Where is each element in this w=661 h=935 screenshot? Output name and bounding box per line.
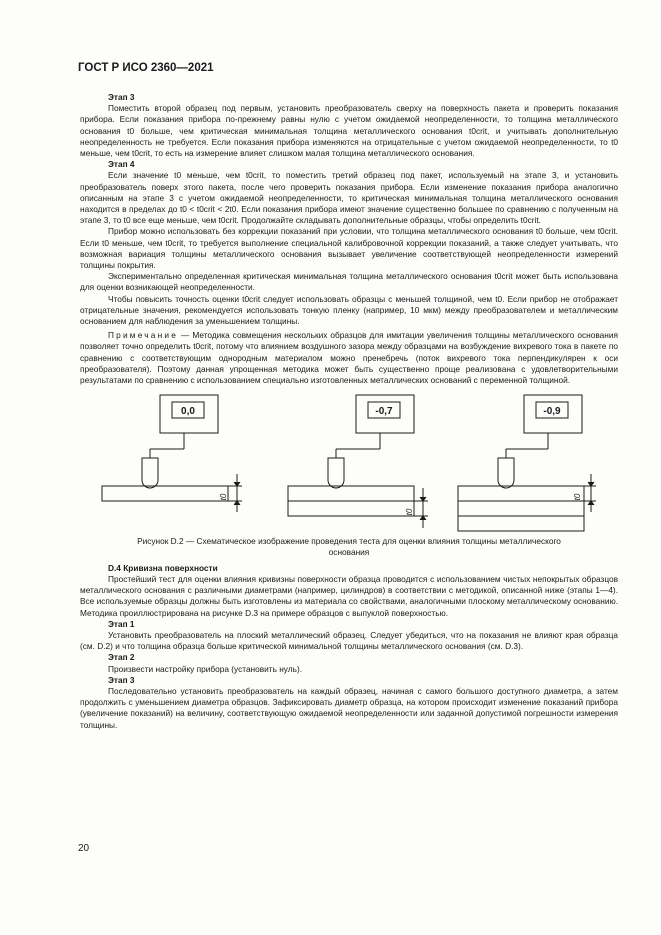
document-header: ГОСТ Р ИСО 2360—2021	[78, 62, 214, 74]
sample-2b	[288, 501, 414, 516]
note-label: Примечание	[108, 330, 179, 341]
reading-1: 0,0	[181, 406, 195, 418]
setup-2	[288, 395, 428, 528]
section-d4-title: D.4 Кривизна поверхности	[108, 562, 218, 573]
sample-2a	[288, 486, 414, 501]
step-2-text: Произвести настройку прибора (установить нуль).	[108, 663, 303, 674]
page-number: 20	[78, 843, 90, 854]
stage-4-title: Этап 4	[108, 159, 135, 170]
reading-2: -0,7	[375, 406, 393, 418]
paragraph-accuracy: Чтобы повысить точность оценки t0crit следует использовать образцы с меньшей толщиной, чем t0. Если прибор не отображает отрицательные значения, рекомендуется использовать тонкую пленку (например, 10 мкм) между преобразователем и металлическим основанием для наблюдения за уменьшением толщины.	[80, 293, 618, 327]
sample-3b	[458, 501, 584, 516]
dim-label-1: t0	[219, 493, 228, 501]
probe-1	[142, 458, 158, 488]
reading-3: -0,9	[543, 406, 561, 418]
dim-label-2: t0	[405, 508, 414, 516]
sample-1	[102, 486, 228, 501]
page-body	[80, 92, 618, 731]
step-1-text: Установить преобразователь на плоский металлический образец. Следует убедиться, что на показания не влияют края образца (см. D.2) и что толщина образца больше критической минимальной толщины металлического основания (см. D.3).	[80, 629, 618, 652]
step-3-text: Последовательно установить преобразователь на каждый образец, начиная с самого большого доступного диаметра, а затем продолжить с уменьшением диаметра образцов. Зафиксировать диаметр образца, на котором происходит изменение показаний прибора (увеличение показаний) на величину, соответствующую ожидаемой неопределенности или заданной допустимой погрешности измерения толщины.	[80, 685, 618, 730]
note	[80, 330, 618, 386]
step-2-title: Этап 2	[108, 652, 135, 663]
probe-3	[498, 458, 514, 488]
stage-4-text: Если значение t0 меньше, чем t0crit, то поместить третий образец под пакет, используемый на этапе 3, и установить преобразователь поверх этого пакета, после чего проверить показания прибора. Если изменение показания прибора аналогично описанным на этапе 3 с учетом ожидаемой неопределенности, то критическая минимальная толщина металлического основания находится в пределах до t0 < t0crit < 2t0. Если показания прибора имеют значение существенно большее по сравнению с полученным на этапе 3, то t0 все еще меньше, чем t0crit. Продолжайте складывать дополнительные образцы, чтобы определить t0crit.	[80, 170, 618, 226]
setup-3	[458, 395, 596, 531]
sample-3a	[458, 486, 584, 501]
stage-3-title: Этап 3	[108, 92, 135, 102]
figure-caption: Рисунок D.2 — Схематическое изображение проведения теста для оценки влияния толщины металлического основания	[137, 536, 561, 558]
step-1-title: Этап 1	[108, 618, 135, 629]
paragraph-correction: Прибор можно использовать без коррекции показаний при условии, что толщина металлического основания t0 больше, чем t0crit. Если t0 меньше, чем t0crit, то требуется выполнение специальной калибровочной коррекции показаний, а также следует учитывать, что возможная вариация толщины металлического основания вызывает увеличение соответствующей неопределенности измерений толщины покрытия.	[80, 226, 618, 271]
note-text: — Методика совмещения нескольких образцов для имитации увеличения толщины металлического основания позволяет точно определить t0crit, потому что влиянием воздушного зазора между образцами на возбуждение вихревого тока в пакете по сравнению с соответствующим однородным материалом можно пренебречь (поток вихревого тока перпендикулярен к оси преобразователя). Поэтому данная упрощенная методика может быть существенно проще реализована с удовлетворительными результатами по сравнению с использованием специально изготовленных металлических оснований с переменной толщиной.	[80, 330, 618, 386]
dim-label-3: t0	[573, 493, 582, 501]
step-3-title: Этап 3	[108, 674, 135, 685]
probe-2	[328, 458, 344, 488]
section-d4-text: Простейший тест для оценки влияния кривизны поверхности образца проводится с использованием чистых непокрытых образцов металлического основания с различными диаметрами (например, цилиндров) в соответствии с методикой, описанной ниже (этапы 1—4). Все используемые образцы должны быть изготовлены из материала со свойствами, аналогичными плоскому металлическому основанию. Методика проиллюстрирована на рисунке D.3 на примере образцов с выпуклой поверхностью.	[80, 573, 618, 618]
sample-3c	[458, 516, 584, 531]
figure-d2	[80, 392, 618, 532]
paragraph-experimental: Экспериментально определенная критическая минимальная толщина металлического основания t0crit может быть использована для оценки возникающей неопределенности.	[80, 271, 618, 293]
stage-3-text: Поместить второй образец под первым, установить преобразователь сверху на поверхность пакета и проверить показания прибора. Если показания прибора по-прежнему равны нулю с учетом ожидаемой неопределенности, то толщина металлического основания t0 больше, чем критическая минимальная толщина металлического основания t0crit, и учитывать дополнительную неопределенность не требуется. Если показания прибора изменяются на отрицательные с учетом ожидаемой неопределенности, то t0 меньше, чем t0crit, то есть на измерение влияет слишком малая толщина металлического основания.	[80, 103, 618, 159]
figure-d2-drawing	[80, 392, 618, 532]
